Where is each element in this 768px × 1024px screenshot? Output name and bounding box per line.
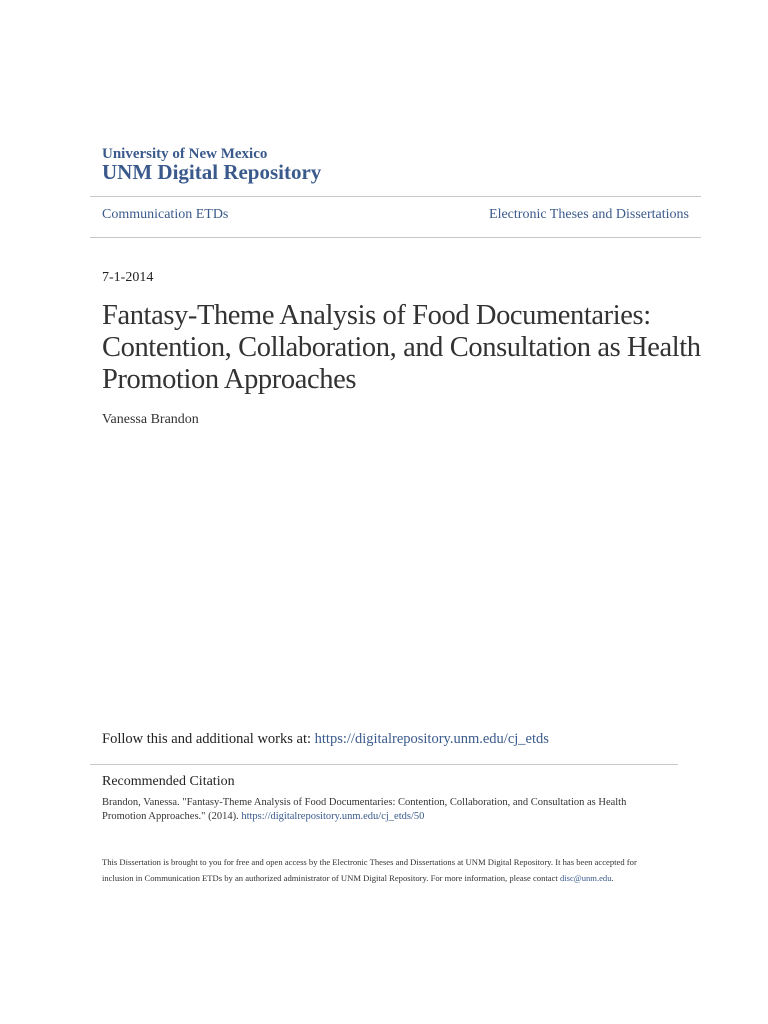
- university-name-link[interactable]: University of New Mexico: [102, 146, 268, 162]
- citation-divider: [90, 764, 678, 765]
- document-author: Vanessa Brandon: [102, 412, 199, 427]
- publication-date: 7-1-2014: [102, 270, 154, 285]
- document-title: Fantasy-Theme Analysis of Food Documentaries: Contention, Collaboration, and Consultation as Health Promotion Approaches: [102, 300, 701, 395]
- follow-prefix: Follow this and additional works at:: [102, 731, 315, 747]
- recommended-citation-heading: Recommended Citation: [102, 774, 235, 789]
- header-divider-top: [90, 196, 701, 197]
- communication-etds-link[interactable]: Communication ETDs: [102, 207, 229, 222]
- access-statement-suffix: .: [611, 872, 614, 883]
- citation-url-link[interactable]: https://digitalrepository.unm.edu/cj_etds/50: [241, 811, 425, 822]
- citation-text: [102, 796, 662, 824]
- access-statement-text: This Dissertation is brought to you for free and open access by the Electronic Theses and Dissertations at UNM Digital Repository. It has been accepted for inclusion in Communication ETDs by an authorized administrator of UNM Digital Repository. For more information, please contact: [102, 857, 637, 883]
- follow-works-line: [102, 731, 549, 748]
- repository-name-link[interactable]: UNM Digital Repository: [102, 160, 322, 184]
- access-statement: [102, 855, 662, 886]
- contact-email-link[interactable]: disc@unm.edu: [559, 872, 612, 883]
- header-divider-bottom: [90, 237, 701, 238]
- collection-url-link[interactable]: https://digitalrepository.unm.edu/cj_etds: [314, 731, 549, 747]
- citation-body: Brandon, Vanessa. "Fantasy-Theme Analysis of Food Documentaries: Contention, Collaboration, and Consultation as Health Promotion Approaches." (2014).: [102, 797, 627, 822]
- theses-dissertations-link[interactable]: Electronic Theses and Dissertations: [489, 207, 689, 222]
